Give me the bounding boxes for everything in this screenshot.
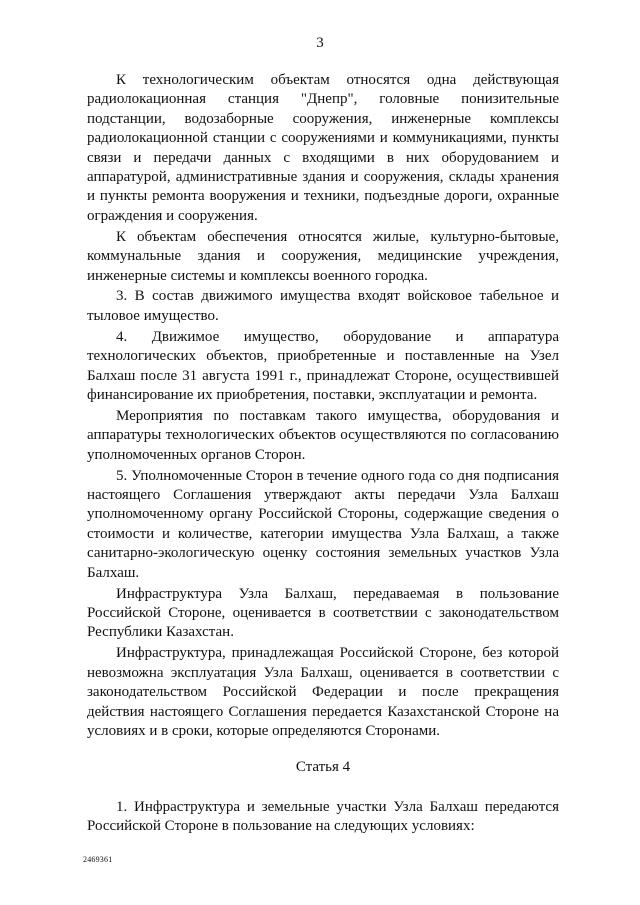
article-heading: Статья 4 — [295, 759, 351, 776]
document-code: 2469361 — [83, 855, 113, 864]
paragraph-technological-objects: К технологическим объектам относятся одна действующая радиолокационная станция "Днепр", головные понизительные подстанции, водозаборные сооружения, инженерные комплексы радиолокационной станции с сооружениями и коммуникациями, пункты связи и передачи данных с входящими в них оборудованием и аппаратурой, административные здания и сооружения, склады хранения и пункты ремонта вооружения и техники, подъездные дороги, охранные ограждения и сооружения. — [87, 72, 559, 224]
paragraph-infrastructure-ru: Инфраструктура, принадлежащая Российской Стороне, без которой невозможна эксплуатация Узла Балхаш, оценивается в соответствии с законодательством Российской Федерации и после прекращения действия настоящего Соглашения передается Казахстанской Стороне на условиях и в сроки, которые определяются Сторонами. — [87, 645, 559, 739]
article-paragraph-1: 1. Инфраструктура и земельные участки Узла Балхаш передаются Российской Стороне в пользование на следующих условиях: — [87, 798, 559, 835]
paragraph-support-objects: К объектам обеспечения относятся жилые, культурно-бытовые, коммунальные здания и сооружения, медицинские учреждения, инженерные системы и комплексы военного городка. — [87, 228, 559, 284]
page-number: 3 — [316, 35, 324, 51]
paragraph-item-3: 3. В состав движимого имущества входят войсковое табельное и тыловое имущество. — [87, 288, 559, 324]
paragraph-item-4: 4. Движимое имущество, оборудование и аппаратура технологических объектов, приобретенные и поставленные на Узел Балхаш после 31 августа 1991 г., принадлежат Стороне, осуществившей финансирование их приобретения, поставки, эксплуатации и ремонта. — [87, 328, 559, 403]
paragraph-item-5: 5. Уполномоченные Сторон в течение одного года со дня подписания настоящего Соглашения утверждают акты передачи Узла Балхаш уполномоченному органу Российской Стороны, содержащие сведения о стоимости и количестве, категории имущества Узла Балхаш, а также санитарно-экологическую оценку состояния земельных участков Узла Балхаш. — [87, 467, 559, 581]
paragraph-supply-measures: Мероприятия по поставкам такого имущества, оборудования и аппаратуры технологических объектов осуществляются по согласованию уполномоченных органов Сторон. — [87, 407, 559, 463]
paragraph-infrastructure-kz: Инфраструктура Узла Балхаш, передаваемая в пользование Российской Стороне, оценивается в соответствии с законодательством Республики Казахстан. — [87, 585, 559, 641]
document-body — [87, 71, 559, 838]
